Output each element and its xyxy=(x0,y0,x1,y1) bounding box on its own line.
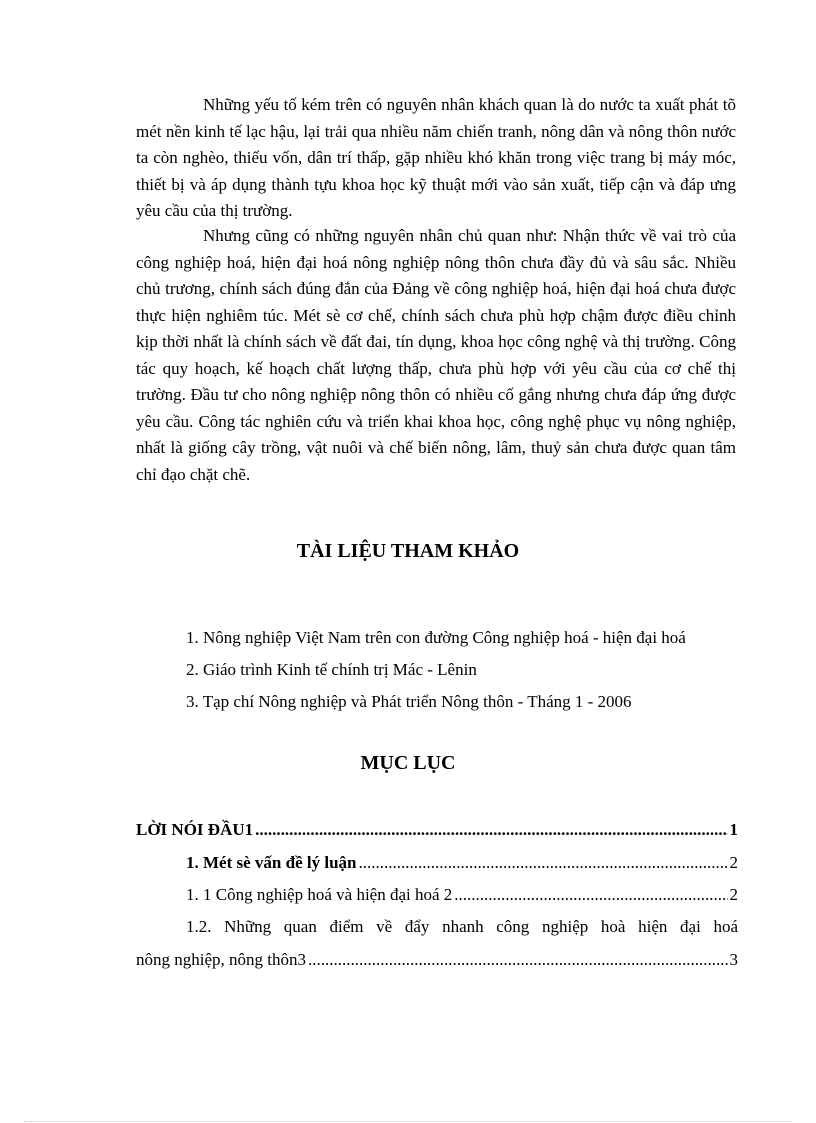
toc-entry-page: 3 xyxy=(729,950,738,969)
toc-entry-page: 2 xyxy=(729,853,738,872)
toc-entry-page: 2 xyxy=(729,885,738,904)
toc-dot-leader xyxy=(255,820,727,840)
toc-entry-title: LỜI NÓI ĐẦU1 xyxy=(136,820,254,839)
toc-heading: MỤC LỤC xyxy=(360,752,456,774)
reference-item-2: 2. Giáo trình Kinh tế chính trị Mác - Lênin xyxy=(186,660,477,679)
reference-item-3: 3. Tạp chí Nông nghiệp và Phát triển Nông thôn - Tháng 1 - 2006 xyxy=(186,692,632,711)
toc-entry-4-line-2[interactable] xyxy=(136,950,738,970)
toc-entry-3[interactable] xyxy=(136,885,738,905)
toc-entry-title: 1. 1 Công nghiệp hoá và hiện đại hoá 2 xyxy=(186,885,453,904)
toc-entry-4-line-1[interactable]: 1.2. Những quan điểm về đẩy nhanh công nghiệp hoà hiện đại hoá xyxy=(186,917,738,936)
toc-entry-page: 1 xyxy=(729,820,738,839)
body-paragraph-1: Những yếu tố kém trên có nguyên nhân khách quan là do nước ta xuất phát tõ mét nền kinh tế lạc hậu, lại trải qua nhiều năm chiến tranh, nông dân và nông thôn nước ta còn nghèo, thiếu vốn, dân trí thấp, gặp nhiều khó khăn trong việc trang bị máy móc, thiết bị và áp dụng thành tựu khoa học kỹ thuật mới vào sản xuất, tiếp cận và đáp ưng yêu cầu của thị trường. xyxy=(136,95,736,220)
toc-entry-2[interactable] xyxy=(136,853,738,873)
toc-dot-leader xyxy=(308,950,728,970)
toc-entry-title: 1. Mét sè vấn đề lý luận xyxy=(186,853,357,872)
toc-dot-leader xyxy=(358,853,727,873)
reference-item-1: 1. Nông nghiệp Việt Nam trên con đường Công nghiệp hoá - hiện đại hoá xyxy=(186,628,686,647)
toc-entry-1[interactable] xyxy=(136,820,738,840)
references-heading: TÀI LIỆU THAM KHẢO xyxy=(296,540,520,562)
body-paragraph-2: Nhưng cũng có những nguyên nhân chủ quan như: Nhận thức về vai trò của công nghiệp hoá, hiện đại hoá nông nghiệp nông thôn chưa đầy đủ và sâu sắc. Nhiều chủ trương, chính sách đúng đắn của Đảng về công nghiệp hoá, hiện đại hoá chưa được thực hiện nghiêm túc. Mét sè cơ chế, chính sách chưa phù hợp chậm được điều chỉnh kịp thời nhất là chính sách về đất đai, tín dụng, khoa học công nghệ và thị trường. Công tác quy hoạch, kế hoạch chất lượng thấp, chưa phù hợp với yêu cầu của cơ chế thị trường. Đầu tư cho nông nghiệp nông thôn có nhiều cố gắng nhưng chưa đáp ứng được yêu cầu. Công tác nghiên cứu và triển khai khoa học, công nghệ phục vụ nông nghiệp, nhất là giống cây trồng, vật nuôi và chế biến nông, lâm, thuỷ sản chưa được quan tâm chỉ đạo chặt chẽ. xyxy=(136,226,736,484)
toc-entry-title: nông nghiệp, nông thôn3 xyxy=(136,950,306,969)
toc-dot-leader xyxy=(454,885,727,905)
page-bottom-divider xyxy=(24,1121,792,1122)
